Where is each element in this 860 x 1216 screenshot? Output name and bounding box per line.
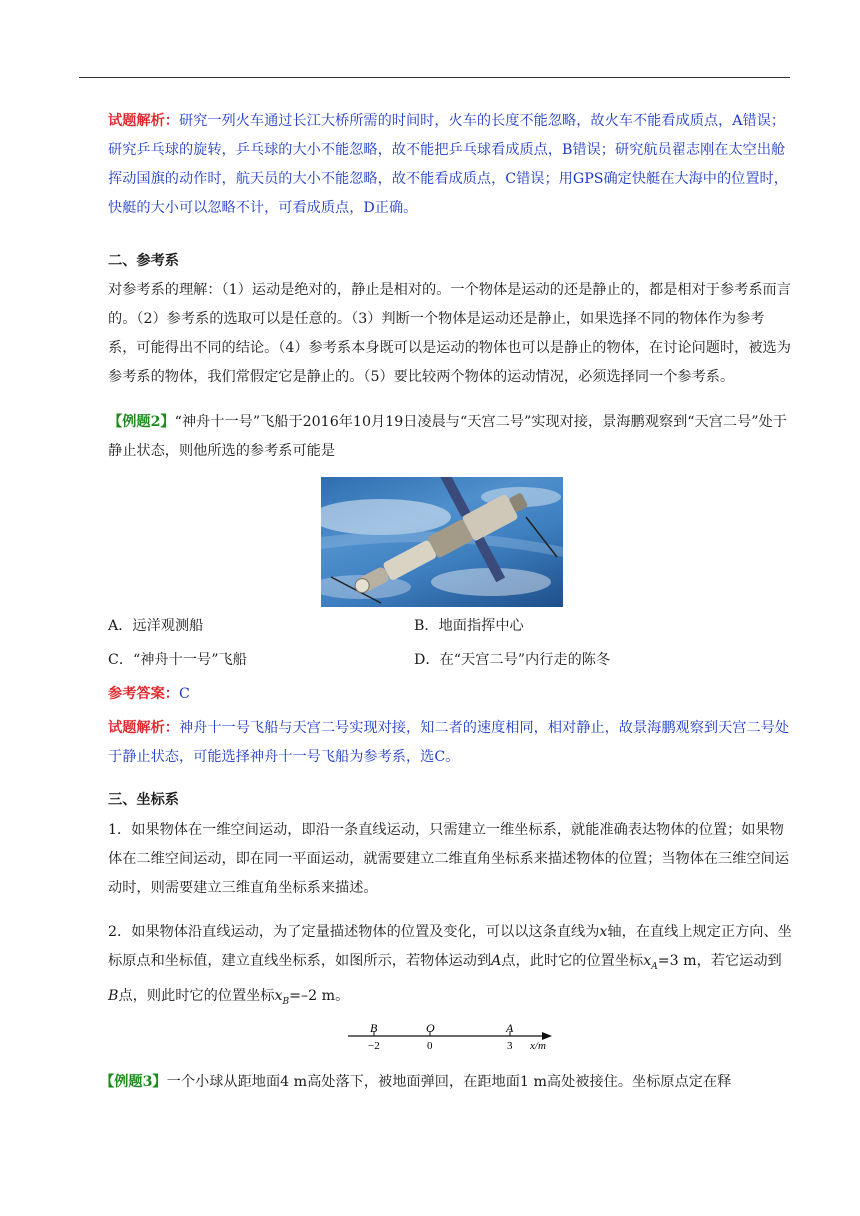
- space-station-photo: [321, 477, 563, 607]
- section-3-p1: 1．如果物体在一维空间运动，即沿一条直线运动，只需建立一维坐标系，就能准确表达物体的位置；如果物体在二维空间运动，即在同一平面运动，就需要建立二维直角坐标系来描述物体的位置；当物体在三维空间运动时，则需要建立三维直角坐标系来描述。: [108, 822, 790, 896]
- analysis-2-text: 神舟十一号飞船与天宫二号实现对接，知二者的速度相同，相对静止，故景海鹏观察到天宫二号处于静止状态，可能选择神舟十一号飞船为参考系，选C。: [108, 720, 790, 765]
- example-3-label: 【例题3】: [100, 1074, 167, 1090]
- section-3-title: 三、坐标系: [108, 792, 179, 808]
- x-symbol: x: [599, 924, 608, 940]
- option-c: C．“神舟十一号”飞船: [108, 652, 247, 668]
- point-a-label: A: [506, 1022, 514, 1035]
- number-line-figure: [340, 1022, 560, 1056]
- point-b-symbol: B: [108, 987, 119, 1004]
- analysis-2-label: 试题解析：: [108, 720, 179, 736]
- space-station-illustration: [321, 477, 563, 607]
- tick-o-value: 0: [427, 1040, 433, 1052]
- example-2-analysis: [108, 714, 792, 772]
- analysis-1-label: 试题解析：: [108, 113, 179, 129]
- answer-value: C: [178, 686, 190, 702]
- example-3-question: [100, 1068, 792, 1097]
- section-2-text: 对参考系的理解：（1）运动是绝对的，静止是相对的。一个物体是运动的还是静止的，都是相对于参考系而言的。（2）参考系的选取可以是任意的。（3）判断一个物体是运动还是静止，如果选择不同的物体作为参考系，可能得出不同的结论。（4）参考系本身既可以是运动的物体也可以是静止的物体，在讨论问题时，被选为参考系的物体，我们常假定它是静止的。（5）要比较两个物体的运动情况，必须选择同一个参考系。: [108, 282, 791, 385]
- analysis-1: [108, 107, 792, 223]
- tick-b-value: −2: [368, 1040, 380, 1052]
- example-2-label: 【例题2】: [108, 414, 175, 430]
- option-d: D．在“天宫二号”内行走的陈冬: [414, 652, 611, 668]
- option-a: A．远洋观测船: [108, 618, 204, 634]
- example-2-text: “神舟十一号”飞船于2016年10月19日凌晨与“天宫二号”实现对接，景海鹏观察到“天宫二号”处于静止状态，则他所选的参考系可能是: [108, 414, 787, 459]
- example-3-text: 一个小球从距地面4 m高处落下，被地面弹回，在距地面1 m高处被接住。坐标原点定在释: [166, 1074, 732, 1090]
- tick-a-value: 3: [507, 1040, 513, 1052]
- point-o-label: O: [426, 1022, 435, 1035]
- section-3-p2: 2．如果物体沿直线运动，为了定量描述物体的位置及变化，可以以这条直线为x轴，在直线上规定正方向、坐标原点和坐标值，建立直线坐标系，如图所示，若物体运动到A点，此时它的位置坐标$x_A=3$ m，若它运动到B点，则此时它的位置坐标$x_B=-2$ m。: [108, 924, 792, 1007]
- point-a-symbol: A: [491, 953, 502, 969]
- header-rule: [79, 77, 790, 78]
- axis-unit: x/m: [530, 1040, 546, 1052]
- analysis-1-text: 研究一列火车通过长江大桥所需的时间时，火车的长度不能忽略，故火车不能看成质点，A错误；研究乒乓球的旋转，乒乓球的大小不能忽略，故不能把乒乓球看成质点，B错误；研究航员翟志刚在太空出舱挥动国旗的动作时，航天员的大小不能忽略，故不能看成质点，C错误；用GPS确定快艇在大海中的位置时，快艇的大小可以忽略不计，可看成质点，D正确。: [108, 113, 788, 216]
- option-b: B．地面指挥中心: [414, 618, 524, 634]
- example-2-answer: [108, 680, 190, 709]
- answer-label: 参考答案：: [108, 686, 179, 702]
- example-2-question: [108, 408, 792, 466]
- section-2-title: 二、参考系: [108, 253, 179, 269]
- point-b-label: B: [370, 1022, 378, 1035]
